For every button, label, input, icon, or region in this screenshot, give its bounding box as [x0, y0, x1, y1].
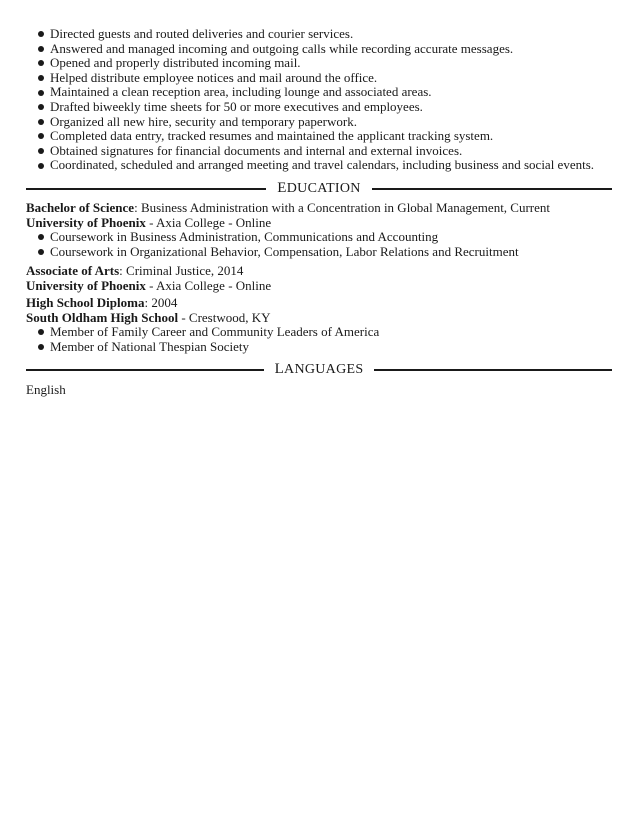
bullet-icon — [38, 329, 44, 335]
bullet-icon — [38, 90, 44, 96]
bullet-icon — [38, 249, 44, 255]
school-line: University of Phoenix - Axia College - Online — [26, 277, 272, 293]
school-line: University of Phoenix - Axia College - Online — [26, 214, 272, 230]
bullet-icon — [38, 163, 44, 169]
bullet-icon — [38, 133, 44, 139]
languages-list — [26, 383, 616, 398]
heading-rule-left — [26, 188, 266, 190]
language-item: English — [26, 382, 66, 397]
list-item: Completed data entry, tracked resumes and maintained the applicant tracking system. — [26, 129, 616, 144]
degree-line: Bachelor of Science: Business Administration with a Concentration in Global Management, Current — [26, 200, 551, 215]
education-entry-associate — [26, 264, 616, 293]
bullet-icon — [38, 344, 44, 350]
languages-heading — [26, 362, 612, 378]
heading-rule-right — [372, 188, 612, 190]
degree-line: High School Diploma: 2004 — [26, 295, 178, 310]
bullet-icon — [38, 60, 44, 66]
degree-line: Associate of Arts: Criminal Justice, 2014 — [26, 263, 244, 278]
bullet-icon — [38, 234, 44, 240]
list-item: Coordinated, scheduled and arranged meeting and travel calendars, including business and social events. — [26, 158, 616, 173]
list-item: Coursework in Organizational Behavior, Compensation, Labor Relations and Recruitment — [26, 245, 616, 260]
experience-bullets — [26, 27, 616, 173]
languages-title: LANGUAGES — [274, 361, 364, 378]
list-item: Organized all new hire, security and temporary paperwork. — [26, 115, 616, 130]
list-item: Coursework in Business Administration, Communications and Accounting — [26, 230, 616, 245]
education-title: EDUCATION — [277, 180, 361, 197]
list-item: Obtained signatures for financial documents and internal and external invoices. — [26, 144, 616, 159]
list-item: Member of National Thespian Society — [26, 340, 616, 355]
list-item: Maintained a clean reception area, including lounge and associated areas. — [26, 85, 616, 100]
education-entry-highschool — [26, 296, 616, 354]
list-item: Answered and managed incoming and outgoing calls while recording accurate messages. — [26, 42, 616, 57]
list-item: Directed guests and routed deliveries and courier services. — [26, 27, 616, 42]
education-heading — [26, 181, 612, 197]
list-item: Drafted biweekly time sheets for 50 or more executives and employees. — [26, 100, 616, 115]
list-item: Helped distribute employee notices and mail around the office. — [26, 71, 616, 86]
bullet-icon — [38, 104, 44, 110]
school-line: South Oldham High School - Crestwood, KY — [26, 309, 271, 325]
education-entry-bachelor — [26, 201, 616, 259]
bullet-icon — [38, 46, 44, 52]
bullet-icon — [38, 148, 44, 154]
heading-rule-right — [374, 369, 612, 371]
list-item: Member of Family Career and Community Leaders of America — [26, 325, 616, 340]
bullet-icon — [38, 119, 44, 125]
heading-rule-left — [26, 369, 264, 371]
bullet-icon — [38, 31, 44, 37]
list-item: Opened and properly distributed incoming mail. — [26, 56, 616, 71]
bullet-icon — [38, 75, 44, 81]
